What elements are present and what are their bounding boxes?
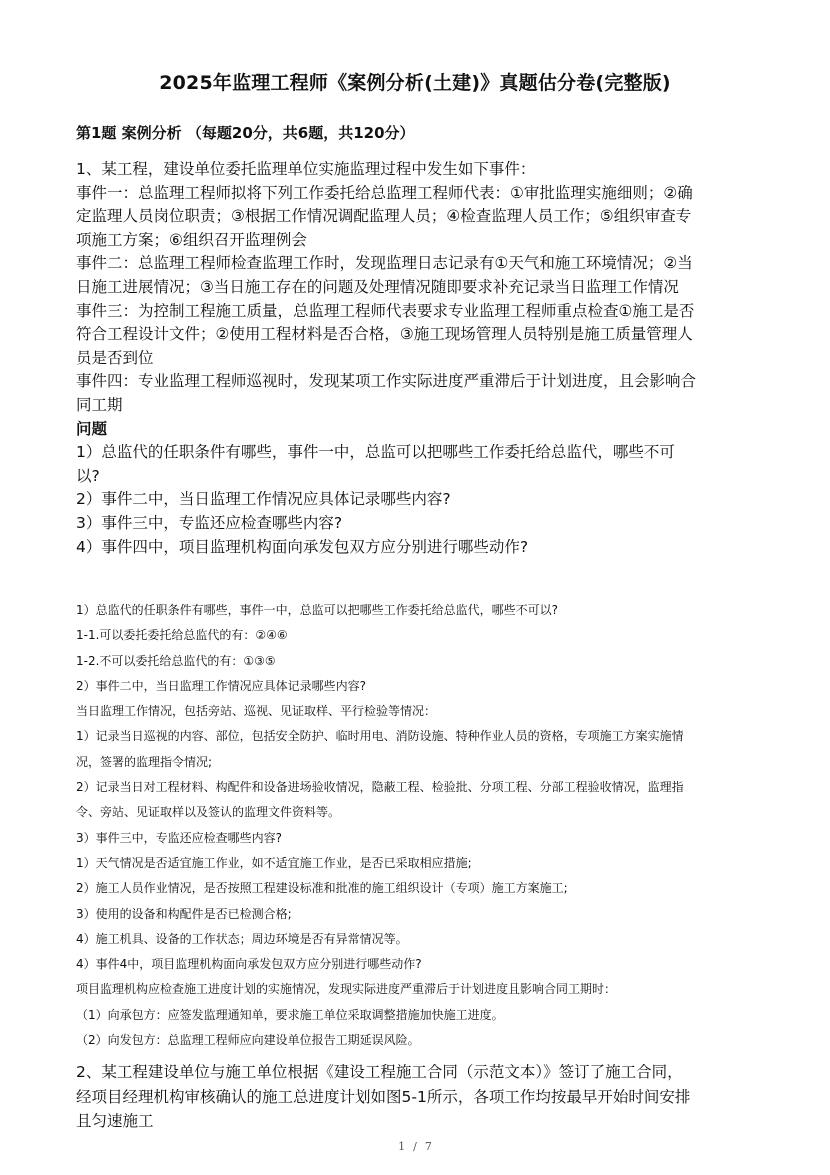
sub-question: 以?	[76, 466, 100, 485]
current-page: 1	[398, 1140, 406, 1153]
answer-line: 1）总监代的任职条件有哪些，事件一中，总监可以把哪些工作委托给总监代，哪些不可以?	[76, 603, 559, 617]
question-1-line: 定监理人员岗位职责；③根据工作情况调配监理人员；④检查监理人员工作；⑤组织审查专	[76, 207, 692, 226]
question-1-line: 日施工进展情况；③当日施工存在的问题及处理情况随即要求补充记录当日监理工作情况	[76, 277, 679, 296]
page-number	[0, 1140, 830, 1153]
sub-question: 3）事件三中，专监还应检查哪些内容?	[76, 513, 343, 532]
answer-line: 2）记录当日对工程材料、构配件和设备进场验收情况，隐蔽工程、检验批、分项工程、分部工程验收情况，监理指	[76, 780, 684, 795]
question-1-line: 1、某工程，建设单位委托监理单位实施监理过程中发生如下事件：	[76, 160, 536, 178]
question-1-block	[76, 158, 756, 559]
answer-line: （2）向发包方：总监理工程师应向建设单位报告工期延误风险。	[76, 1033, 420, 1048]
answer-line: （1）向承包方：应签发监理通知单，要求施工单位采取调整措施加快施工进度。	[76, 1007, 504, 1022]
answer-line: 3）事件三中，专监还应检查哪些内容?	[76, 830, 283, 845]
question-1-line: 员是否到位	[76, 348, 154, 367]
answer-line: 3）使用的设备和构配件是否已检测合格;	[76, 906, 292, 921]
question-2-block	[76, 1060, 766, 1134]
question-2-line: 2、某工程建设单位与施工单位根据《建设工程施工合同（示范文本）》签订了施工合同，	[76, 1063, 683, 1081]
answer-line: 令、旁站、见证取样以及签认的监理文件资料等。	[76, 805, 341, 820]
question-1-line: 事件一：总监理工程师拟将下列工作委托给总监理工程师代表：①审批监理实施细则；②确	[76, 183, 693, 202]
answer-line: 项目监理机构应检查施工进度计划的实施情况，发现实际进度严重滞后于计划进度且影响合同工期时：	[76, 982, 617, 997]
answer-block	[76, 598, 766, 1053]
question-1-line: 事件二：总监理工程师检查监理工作时，发现监理日志记录有①天气和施工环境情况；②当	[76, 254, 693, 273]
sub-question: 2）事件二中，当日监理工作情况应具体记录哪些内容?	[76, 490, 451, 509]
total-pages: 7	[424, 1140, 432, 1153]
sub-question: 1）总监代的任职条件有哪些，事件一中，总监可以把哪些工作委托给总监代，哪些不可	[76, 443, 675, 462]
question-1-line: 同工期	[76, 395, 123, 414]
answer-line: 1-2.不可以委托给总监代的有：①③⑤	[76, 653, 276, 668]
answer-line: 1-1.可以委托委托给总监代的有：②④⑥	[76, 628, 288, 643]
answer-line: 1）记录当日巡视的内容、部位，包括安全防护、临时用电、消防设施、特种作业人员的资格，专项施工方案实施情	[76, 729, 684, 744]
question-1-line: 事件四：专业监理工程师巡视时，发现某项工作实际进度严重滞后于计划进度，且会影响合	[76, 372, 697, 391]
page-separator: /	[413, 1140, 417, 1153]
answer-line: 当日监理工作情况，包括旁站、巡视、见证取样、平行检验等情况：	[76, 704, 437, 719]
question-1-line: 项施工方案；⑥组织召开监理例会	[76, 230, 307, 249]
question-1-line: 符合工程设计文件；②使用工程材料是否合格，③施工现场管理人员特别是施工质量管理人	[76, 325, 693, 344]
section-heading: 第1题 案例分析 （每题20分，共6题，共120分）	[76, 124, 415, 142]
questions-heading: 问题	[76, 419, 108, 438]
answer-line: 4）施工机具、设备的工作状态；周边环境是否有异常情况等。	[76, 931, 408, 946]
answer-line: 4）事件4中，项目监理机构面向承发包双方应分别进行哪些动作?	[76, 957, 422, 972]
answer-line: 2）事件二中，当日监理工作情况应具体记录哪些内容?	[76, 678, 367, 693]
answer-line: 1）天气情况是否适宜施工作业，如不适宜施工作业，是否已采取相应措施;	[76, 855, 472, 870]
question-2-line: 且匀速施工	[76, 1112, 154, 1130]
question-1-line: 事件三：为控制工程施工质量，总监理工程师代表要求专业监理工程师重点检查①施工是否	[76, 301, 695, 320]
document-title: 2025年监理工程师《案例分析(土建)》真题估分卷(完整版)	[159, 72, 671, 94]
answer-line: 况，签署的监理指令情况;	[76, 754, 213, 769]
sub-question: 4）事件四中，项目监理机构面向承发包双方应分别进行哪些动作?	[76, 537, 529, 556]
answer-line: 2）施工人员作业情况，是否按照工程建设标准和批准的施工组织设计（专项）施工方案施工;	[76, 881, 568, 896]
question-2-line: 经项目经理机构审核确认的施工总进度计划如图5-1所示，各项工作均按最早开始时间安排	[76, 1087, 691, 1106]
